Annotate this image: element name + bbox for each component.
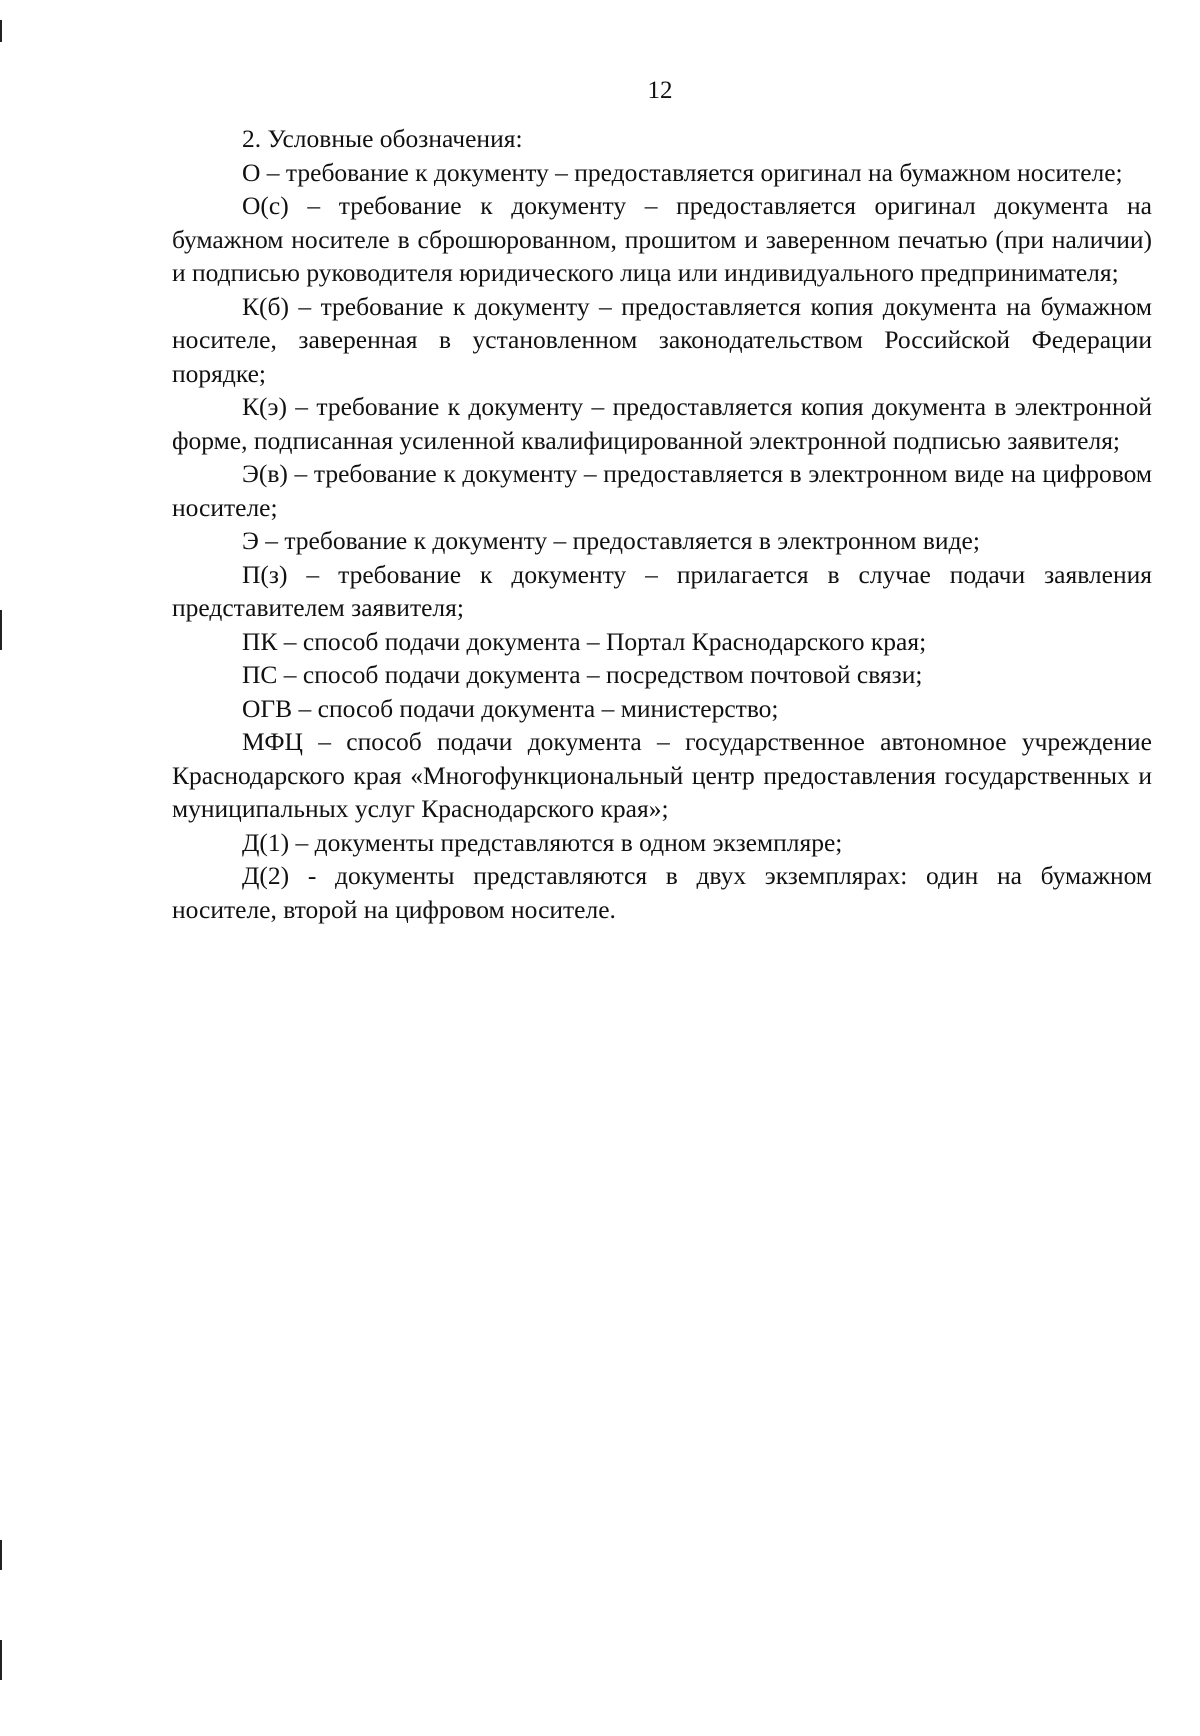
document-body [172, 122, 1152, 926]
legend-item-ps: ПС – способ подачи документа – посредством почтовой связи; [242, 660, 923, 689]
legend-item-e-v: Э(в) – требование к документу – предоставляется в электронном виде на цифровом носителе; [172, 459, 1152, 522]
page-number: 12 [647, 77, 673, 104]
scan-edge-mark [0, 610, 2, 650]
scan-edge-mark [0, 1540, 2, 1570]
legend-item-k-e: К(э) – требование к документу – предоставляется копия документа в электронной форме, подписанная усиленной квалифицированной электронной подписью заявителя; [172, 392, 1152, 455]
legend-item-mfc: МФЦ – способ подачи документа – государственное автономное учреждение Краснодарского края «Многофункциональный центр предоставления государственных и муниципальных услуг Краснодарского края»; [172, 727, 1152, 823]
legend-item-ogv: ОГВ – способ подачи документа – министерство; [242, 693, 779, 723]
scan-edge-mark [0, 1640, 2, 1680]
legend-item-d1: Д(1) – документы представляются в одном экземпляре; [242, 827, 843, 857]
legend-item-e: Э – требование к документу – предоставляется в электронном виде; [242, 526, 980, 555]
legend-item-pk: ПК – способ подачи документа – Портал Краснодарского края; [242, 626, 927, 656]
section-heading: 2. Условные обозначения: [242, 124, 523, 153]
legend-item-o: О – требование к документу – предоставляется оригинал на бумажном носителе; [242, 157, 1123, 187]
legend-item-o-s: О(с) – требование к документу – предоставляется оригинал документа на бумажном носителе в сброшюрованном, прошитом и заверенном печатью (при наличии) и подписью руководителя юридического лица или индивидуального предпринимателя; [172, 191, 1152, 287]
legend-item-p-z: П(з) – требование к документу – прилагается в случае подачи заявления представителем заявителя; [172, 559, 1152, 622]
legend-item-k-b: К(б) – требование к документу – предоставляется копия документа на бумажном носителе, заверенная в установленном законодательством Российской Федерации порядке; [172, 291, 1152, 388]
scan-edge-mark [0, 20, 2, 42]
legend-item-d2: Д(2) - документы представляются в двух экземплярах: один на бумажном носителе, второй на цифровом носителе. [172, 861, 1152, 924]
